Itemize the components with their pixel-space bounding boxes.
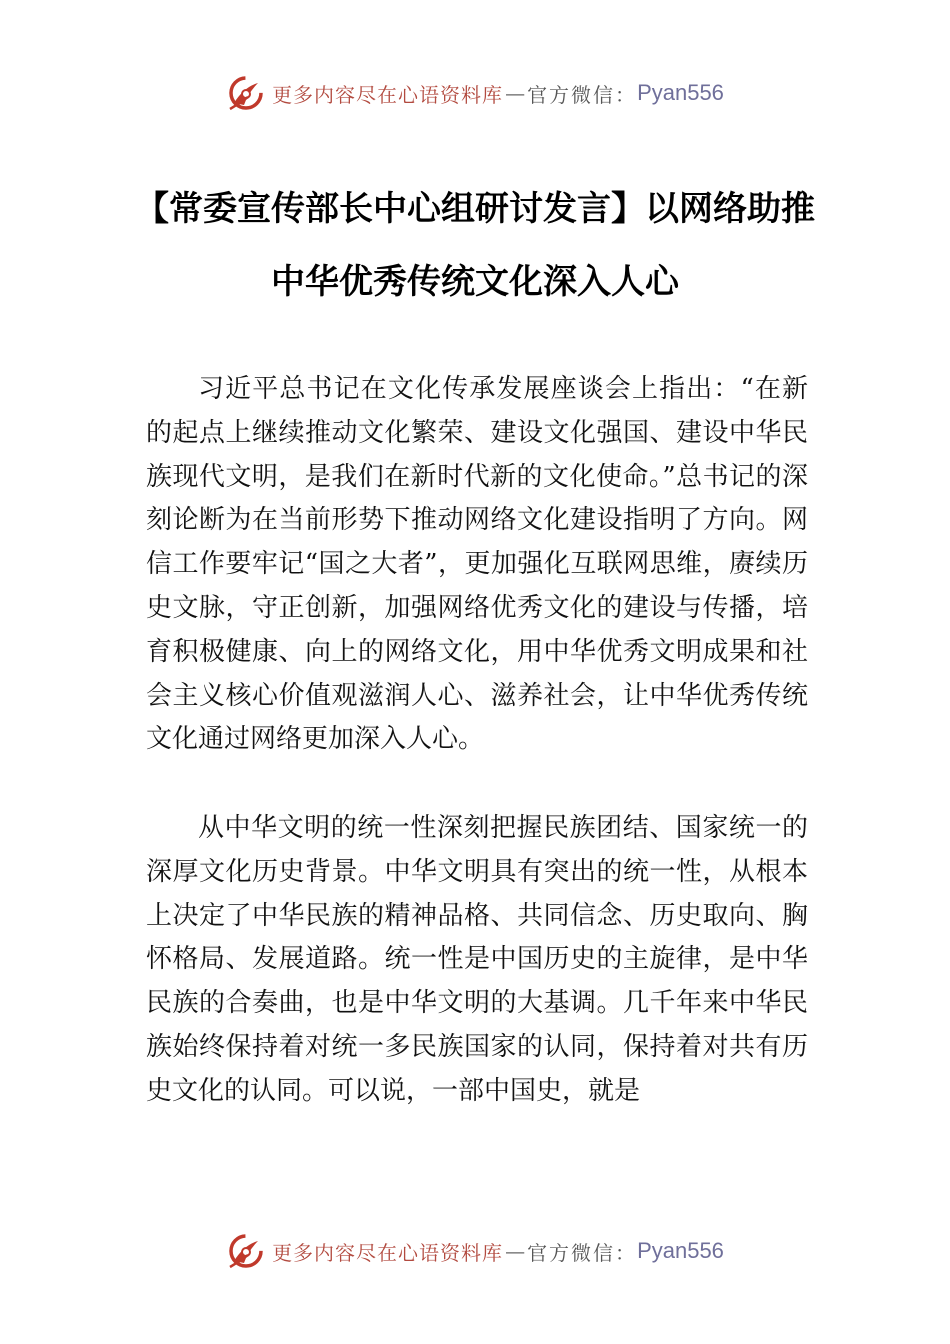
banner-text: 更多内容尽在心语资料库: [272, 1240, 504, 1265]
document-title: 【常委宣传部长中心组研讨发言】以网络助推中华优秀传统文化深入人心: [135, 188, 815, 302]
swirl-logo-icon: [226, 73, 266, 113]
banner-text: 更多内容尽在心语资料库: [272, 82, 504, 107]
banner-separator: —: [505, 81, 526, 105]
banner-wechat-label: 官方微信：: [527, 82, 638, 107]
header-banner: [0, 71, 950, 115]
banner-wechat-id: Pyan556: [637, 1238, 724, 1263]
banner-separator: —: [505, 1239, 526, 1263]
paragraph-1: 习近平总书记在文化传承发展座谈会上指出：“在新的起点上继续推动文化繁荣、建设文化强国、建设中华民族现代文明，是我们在新时代新的文化使命。”总书记的深刻论断为在当前形势下推动网络文化建设指明了方向。网信工作要牢记“国之大者”，更加强化互联网思维，赓续历史文脉，守正创新，加强网络优秀文化的建设与传播，培育积极健康、向上的网络文化，用中华优秀文明成果和社会主义核心价值观滋润人心、滋养社会，让中华优秀传统文化通过网络更加深入人心。: [146, 374, 808, 755]
swirl-logo-icon: [226, 1231, 266, 1271]
footer-banner: [0, 1229, 950, 1273]
banner-wechat-label: 官方微信：: [527, 1240, 638, 1265]
paragraph-2: 从中华文明的统一性深刻把握民族团结、国家统一的深厚文化历史背景。中华文明具有突出的统一性，从根本上决定了中华民族的精神品格、共同信念、历史取向、胸怀格局、发展道路。统一性是中国历史的主旋律，是中华民族的合奏曲，也是中华文明的大基调。几千年来中华民族始终保持着对统一多民族国家的认同，保持着对共有历史文化的认同。可以说，一部中国史，就是: [146, 813, 808, 1106]
banner-wechat-id: Pyan556: [637, 80, 724, 105]
